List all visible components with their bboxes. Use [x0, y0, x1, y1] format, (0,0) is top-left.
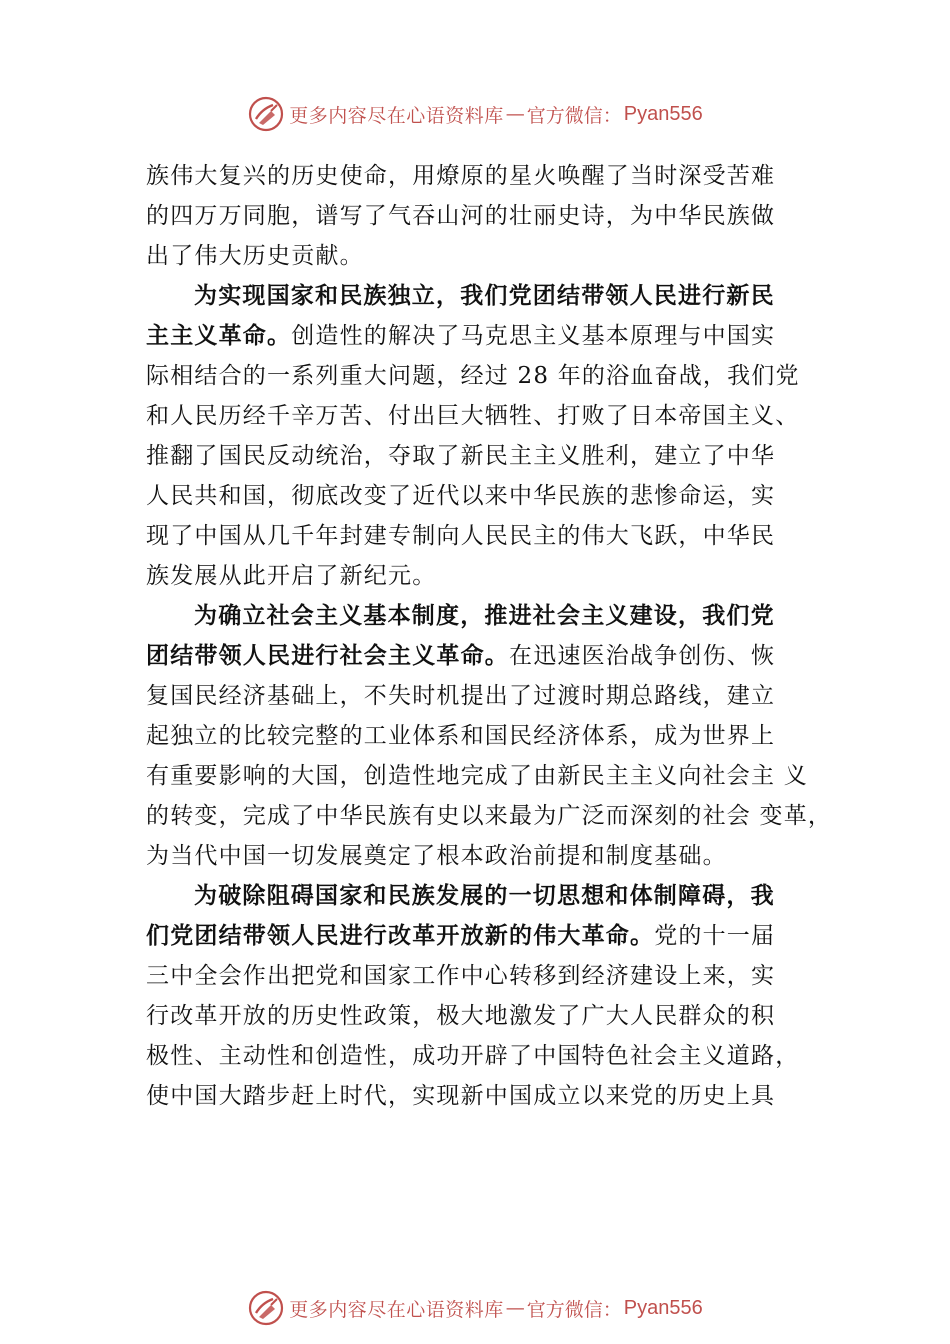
body-text: 出了伟大历史贡献。 [146, 243, 364, 269]
text-line [146, 916, 846, 956]
header-separator: — [505, 103, 525, 125]
text-line [146, 636, 846, 676]
body-text: 在迅速医治战争创伤、恢 [509, 643, 776, 669]
body-text: 极性、主动性和创造性，成功开辟了中国特色社会主义道路， [146, 1043, 800, 1069]
body-text: 族发展从此开启了新纪元。 [146, 563, 437, 589]
text-line [146, 716, 846, 756]
footer-separator: — [505, 1297, 525, 1319]
text-line [146, 996, 846, 1036]
text-line [146, 516, 846, 556]
text-line [146, 1036, 846, 1076]
text-line [146, 436, 846, 476]
header-banner-text: 更多内容尽在心语资料库 [289, 104, 504, 127]
body-text: 和人民历经千辛万苦、付出巨大牺牲、打败了日本帝国主义、 [146, 403, 800, 429]
text-line [146, 756, 846, 796]
body-text: 际相结合的一系列重大问题，经过 28 年的浴血奋战，我们党 [146, 363, 800, 389]
text-line [146, 836, 846, 876]
footer-banner [0, 1288, 950, 1328]
logo-icon [247, 1289, 285, 1327]
body-text: 党的十一届 [654, 923, 776, 949]
body-text: 使中国大踏步赶上时代，实现新中国成立以来党的历史上具 [146, 1083, 776, 1109]
body-text: 复国民经济基础上，不失时机提出了过渡时期总路线，建立 [146, 683, 776, 709]
text-line [146, 1076, 846, 1116]
body-text: 的四万万同胞，谱写了气吞山河的壮丽史诗，为中华民族做 [146, 203, 776, 229]
logo-icon [247, 95, 285, 133]
bold-lead-text: 团结带领人民进行社会主义革命。 [146, 642, 509, 669]
bold-lead-text: 为破除阻碍国家和民族发展的一切思想和体制障碍，我 [194, 882, 775, 909]
text-line [146, 876, 846, 916]
body-text: 的转变，完成了中华民族有史以来最为广泛而深刻的社会 变革， [146, 803, 833, 829]
text-line [146, 476, 846, 516]
bold-lead-text: 主主义革命。 [146, 322, 292, 349]
text-line [146, 196, 846, 236]
body-text: 有重要影响的大国，创造性地完成了由新民主主义向社会主 义 [146, 763, 808, 789]
bold-lead-text: 为实现国家和民族独立，我们党团结带领人民进行新民 [194, 282, 775, 309]
text-line [146, 556, 846, 596]
document-body [146, 156, 846, 1116]
body-text: 三中全会作出把党和国家工作中心转移到经济建设上来，实 [146, 963, 776, 989]
text-line [146, 676, 846, 716]
bold-lead-text: 们党团结带领人民进行改革开放新的伟大革命。 [146, 922, 655, 949]
text-line [146, 596, 846, 636]
text-line [146, 276, 846, 316]
footer-wechat-label: 官方微信： [526, 1298, 622, 1321]
text-line [146, 396, 846, 436]
body-text: 现了中国从几千年封建专制向人民民主的伟大飞跃，中华民 [146, 523, 776, 549]
text-line [146, 156, 846, 196]
bold-lead-text: 为确立社会主义基本制度，推进社会主义建设，我们党 [194, 602, 775, 629]
text-line [146, 236, 846, 276]
body-text: 为当代中国一切发展奠定了根本政治前提和制度基础。 [146, 843, 727, 869]
text-line [146, 956, 846, 996]
body-text: 推翻了国民反动统治，夺取了新民主主义胜利，建立了中华 [146, 443, 776, 469]
body-text: 创造性的解决了马克思主义基本原理与中国实 [291, 323, 776, 349]
body-text: 起独立的比较完整的工业体系和国民经济体系，成为世界上 [146, 723, 776, 749]
text-line [146, 356, 846, 396]
text-line [146, 316, 846, 356]
footer-wechat-id: Pyan556 [623, 1296, 703, 1319]
body-text: 人民共和国，彻底改变了近代以来中华民族的悲惨命运，实 [146, 483, 776, 509]
header-wechat-label: 官方微信： [526, 104, 622, 127]
body-text: 族伟大复兴的历史使命，用燎原的星火唤醒了当时深受苦难 [146, 163, 776, 189]
footer-banner-text: 更多内容尽在心语资料库 [289, 1298, 504, 1321]
header-banner [0, 94, 950, 134]
body-text: 行改革开放的历史性政策，极大地激发了广大人民群众的积 [146, 1003, 776, 1029]
header-wechat-id: Pyan556 [623, 102, 703, 125]
text-line [146, 796, 846, 836]
